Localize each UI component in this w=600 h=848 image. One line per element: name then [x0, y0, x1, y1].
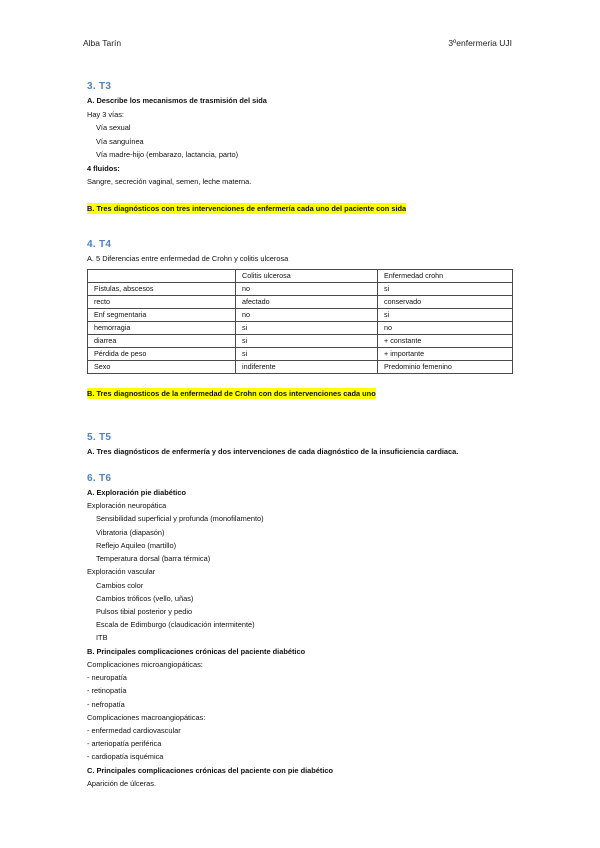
macro-item: - arteriopatía periférica: [87, 739, 162, 749]
table-row: [88, 296, 513, 309]
table-cell: conservado: [378, 296, 513, 309]
table-cell: no: [236, 309, 378, 322]
table-cell: no: [236, 283, 378, 296]
table-cell: indiferente: [236, 361, 378, 374]
neuro-item: Sensibilidad superficial y profunda (monofilamento): [96, 514, 264, 524]
blank-line: [87, 189, 527, 203]
table-cell: + importante: [378, 348, 513, 361]
table-cell: si: [236, 322, 378, 335]
route-item: Vía sanguínea: [96, 136, 144, 146]
table-cell: si: [378, 283, 513, 296]
micro-item: - nefropatía: [87, 699, 125, 709]
question-a: A. 5 Diferencias entre enfermedad de Crohn y colitis ulcerosa: [87, 254, 289, 263]
header-course: 3ºenfermeria UJI: [448, 38, 512, 48]
route-item: Vía madre-hijo (embarazo, lactancia, parto): [96, 150, 239, 159]
section-heading: 6. T6: [87, 473, 112, 484]
vascular-item: Cambios color: [96, 580, 144, 590]
table-header-row: [88, 270, 513, 283]
table-cell: Enf segmentaria: [88, 309, 236, 322]
question-a: A. Exploración pie diabético: [87, 488, 186, 497]
neuro-title: Exploración neuropática: [87, 501, 167, 511]
table-header-cell: [88, 270, 236, 283]
table-cell: si: [236, 348, 378, 361]
table-row: [88, 283, 513, 296]
macro-title: Complicaciones macroangiopáticas:: [87, 712, 206, 722]
section-t6: [87, 472, 527, 790]
answer-c: Aparición de úlceras.: [87, 778, 157, 788]
table-row: [88, 361, 513, 374]
question-b: [87, 202, 527, 216]
vascular-item: Cambios tróficos (vello, uñas): [96, 593, 194, 603]
section-heading: 4. T4: [87, 239, 112, 250]
header-author: Alba Tarín: [83, 38, 122, 48]
question-b: [87, 387, 527, 401]
section-t5: [87, 431, 527, 459]
vascular-item: ITB: [96, 633, 108, 643]
route-item: Vía sexual: [96, 123, 131, 132]
table-row: [88, 348, 513, 361]
section-t3: [87, 80, 527, 216]
table-cell: Fístulas, abscesos: [88, 283, 236, 296]
section-heading: 3. T3: [87, 81, 112, 92]
table-cell: diarrea: [88, 335, 236, 348]
neuro-item: Vibratoria (diapasón): [96, 527, 165, 537]
table-row: [88, 322, 513, 335]
vascular-item: Pulsos tibial posterior y pedio: [96, 606, 193, 616]
comparison-table: [87, 269, 513, 374]
question-c: C. Principales complicaciones crónicas del paciente con pie diabético: [87, 765, 334, 775]
micro-item: - neuropatía: [87, 673, 127, 683]
table-header-cell: Colitis ulcerosa: [236, 270, 378, 283]
micro-title: Complicaciones microangiopáticas:: [87, 659, 203, 669]
neuro-item: Reflejo Aquileo (martillo): [96, 540, 177, 550]
fluids-text: Sangre, secreción vaginal, semen, leche materna.: [87, 177, 252, 186]
neuro-item: Temperatura dorsal (barra térmica): [96, 554, 211, 564]
table-cell: recto: [88, 296, 236, 309]
table-cell: Predominio femenino: [378, 361, 513, 374]
question-a: A. Tres diagnósticos de enfermería y dos intervenciones de cada diagnóstico de la insuficiencia cardiaca.: [87, 447, 459, 456]
macro-item: - enfermedad cardiovascular: [87, 725, 181, 735]
vascular-item: Escala de Edimburgo (claudicación intermitente): [96, 620, 255, 630]
routes-intro: Hay 3 vías:: [87, 109, 124, 119]
macro-item: - cardiopatía isquémica: [87, 752, 164, 762]
section-t4: [87, 238, 527, 401]
table-cell: + constante: [378, 335, 513, 348]
fluids-intro: 4 fluidos:: [87, 163, 120, 173]
question-a: A. Describe los mecanismos de trasmisión del sida: [87, 96, 267, 105]
table-row: [88, 309, 513, 322]
question-b: B. Principales complicaciones crónicas del paciente diabético: [87, 646, 306, 656]
table-cell: no: [378, 322, 513, 335]
table-cell: Pérdida de peso: [88, 348, 236, 361]
table-cell: si: [236, 335, 378, 348]
section-heading: 5. T5: [87, 432, 112, 443]
table-cell: afectado: [236, 296, 378, 309]
table-cell: si: [378, 309, 513, 322]
table-cell: hemorragia: [88, 322, 236, 335]
micro-item: - retinopatía: [87, 686, 127, 696]
vascular-title: Exploración vascular: [87, 567, 156, 577]
table-header-cell: Enfermedad crohn: [378, 270, 513, 283]
highlighted-text: B. Tres diagnósticos con tres intervenciones de enfermería cada uno del paciente con sida: [87, 204, 407, 213]
highlighted-text: B. Tres diagnosticos de la enfermedad de Crohn con dos intervenciones cada uno: [87, 389, 376, 398]
table-cell: Sexo: [88, 361, 236, 374]
table-row: [88, 335, 513, 348]
